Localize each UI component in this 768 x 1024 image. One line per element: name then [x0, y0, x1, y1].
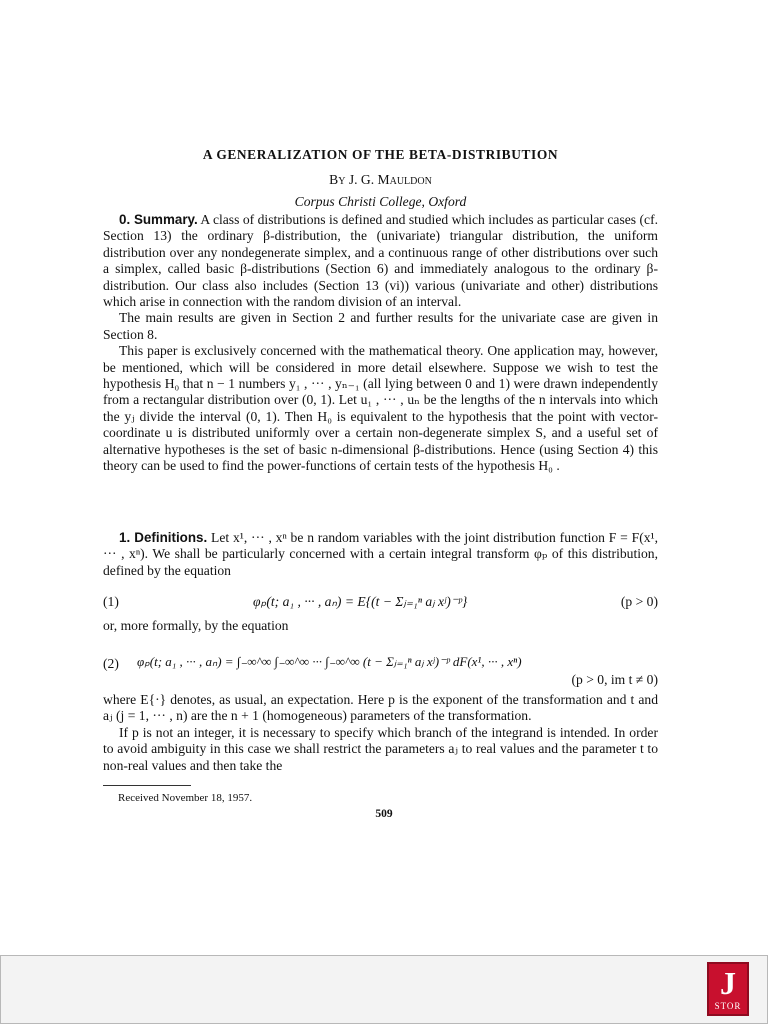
where-paragraph: where E{·} denotes, as usual, an expectation. Here p is the exponent of the transformation and t and aⱼ (j = 1, ··· , n) are the n + 1 (homogeneous) parameters of the transformation.: [103, 692, 658, 724]
application-paragraph: This paper is exclusively concerned with the mathematical theory. One application may, however, be mentioned, which will be considered in more detail elsewhere. Suppose we wish to test the hypothesis H₀ that n − 1 numbers y₁ , ··· , yₙ₋₁ (all lying between 0 and 1) were drawn independently from a rectangular distribution over (0, 1). Let u₁ , ··· , uₙ be the lengths of the n intervals into which the yⱼ divide the interval (0, 1). Then H₀ is equivalent to the hypothesis that the point with vector-coordinate u is distributed uniformly over a certain non-degenerate simplex S, and a useful set of alternative hypotheses is the set of basic n-dimensional β-distributions. Hence (using Section 4) this theory can be used to find the power-functions of certain tests of the hypothesis H₀ .: [103, 343, 658, 474]
results-paragraph: The main results are given in Section 2 and further results for the univariate case are given in Section 8.: [103, 310, 658, 342]
article-title: A GENERALIZATION OF THE BETA-DISTRIBUTION: [202, 147, 559, 162]
or-formally-line: [103, 618, 658, 634]
author-byline: By J. G. Mauldon: [329, 172, 432, 187]
author-affiliation: Corpus Christi College, Oxford: [294, 194, 467, 209]
summary-block: [103, 212, 658, 475]
definitions-text: Let x¹, ··· , xⁿ be n random variables with the joint distribution function F = F(x¹, ··· , xⁿ). We shall be particularly concerned with a certain integral transform φₚ of this distribution, defined by the equation: [103, 530, 659, 578]
equation-2: [103, 648, 658, 688]
footnote-rule: [103, 785, 191, 786]
equation-1-condition: (p > 0): [620, 594, 658, 609]
summary-paragraph: [103, 212, 658, 310]
equation-1-body: φₚ(t; a₁ , ··· , aₙ) = E{(t − Σⱼ₌₁ⁿ aⱼ xʲ)⁻ᵖ}: [253, 594, 468, 609]
viewer-footer-bar: [0, 955, 768, 1024]
page-number: 509: [375, 808, 393, 820]
definitions-block: [103, 530, 658, 579]
equation-1-number: (1): [103, 594, 119, 609]
summary-heading: 0. Summary.: [119, 212, 198, 227]
equation-1: [103, 592, 658, 616]
equation-2-body: φₚ(t; a₁ , ··· , aₙ) = ∫₋∞^∞ ∫₋∞^∞ ··· ∫₋∞^∞ (t − Σⱼ₌₁ⁿ aⱼ xʲ)⁻ᵖ dF(x¹, ··· , xⁿ): [137, 654, 522, 669]
or-formally-text: or, more formally, by the equation: [103, 618, 289, 633]
summary-text: A class of distributions is defined and studied which includes as particular cases (cf. Section 13) the ordinary β-distribution, the (univariate) triangular distribution, the uniform distribution over any nondegenerate simplex, and a continuous range of other distributions over such a simplex, called basic β-distributions (Section 6) and immediately analogous to the ordinary β-distribution. Our class also includes (Section 13 (vi)) various (univariate and other) distributions which arise in connection with the random division of an interval.: [103, 212, 658, 310]
jstor-logo-name: STOR: [709, 1001, 747, 1011]
received-footnote: Received November 18, 1957.: [118, 792, 253, 804]
equation-2-number: (2): [103, 656, 119, 671]
equation-2-condition: (p > 0, im t ≠ 0): [571, 672, 658, 687]
definitions-heading: 1. Definitions.: [119, 530, 208, 545]
integer-paragraph: If p is not an integer, it is necessary to specify which branch of the integrand is intended. In order to avoid ambiguity in this case we shall restrict the parameters aⱼ to real values and the parameter t to non-real values and then take the: [103, 724, 658, 773]
definitions-paragraph: [103, 530, 658, 579]
closing-block: [103, 692, 658, 774]
jstor-logo[interactable]: [707, 962, 749, 1016]
jstor-logo-letter: J: [720, 965, 736, 1001]
